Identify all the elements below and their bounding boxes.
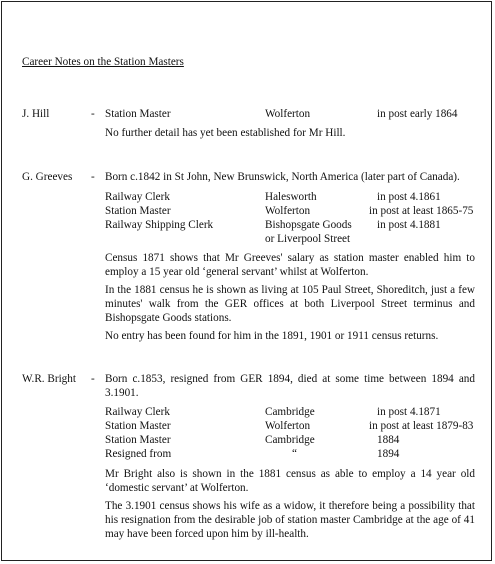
place: Wolferton [265,108,311,120]
post-status: in post 4.1861 [377,191,441,203]
post-status: in post 4.1881 [377,219,441,231]
paragraph: No entry has been found for him in the 1891, 1901 or 1911 census returns. [105,330,439,342]
post-status: in post 4.1871 [377,406,441,418]
post-place: Bishopsgate Goods [265,219,352,231]
post-place: “ [292,448,297,460]
document-page [1,1,492,561]
separator-dash: - [91,108,95,120]
post-place-continued: or Liverpool Street [265,233,351,245]
post-role: Railway Shipping Clerk [105,219,214,231]
post-place: Cambridge [265,434,315,446]
post-role: Railway Clerk [105,191,170,203]
post-role: Resigned from [105,448,172,460]
paragraph: Mr Bright also is shown in the 1881 census as able to employ a 14 year old ‘domestic servant’ at Wolferton. [105,468,475,494]
station-master-name: G. Greeves [22,171,73,183]
paragraph: The 3.1901 census shows his wife as a widow, it therefore being a possibility that his resignation from the desirable job of station master Cambridge at the age of 41 may have been forced upon him by ill-health. [105,500,475,540]
post-status: in post at least 1865-75 [369,205,474,217]
intro: Born c.1842 in St John, New Brunswick, North America (later part of Canada). [105,171,460,183]
role: Station Master [105,108,171,120]
post-role: Railway Clerk [105,406,170,418]
post-role: Station Master [105,434,171,446]
paragraph: Census 1871 shows that Mr Greeves' salary as station master enabled him to employ a 15 year old ‘general servant’ whilst at Wolferton. [105,252,475,278]
post-status: 1884 [377,434,400,446]
status: in post early 1864 [377,108,458,120]
post-status: in post at least 1879-83 [369,420,474,432]
post-role: Station Master [105,420,171,432]
post-status: 1894 [377,448,400,460]
note: No further detail has yet been established for Mr Hill. [105,127,346,139]
post-role: Station Master [105,205,171,217]
separator-dash: - [91,171,95,183]
post-place: Halesworth [265,191,317,203]
page-heading: Career Notes on the Station Masters [22,56,184,68]
station-master-name: W.R. Bright [22,373,76,385]
station-master-name: J. Hill [22,108,50,120]
intro: Born c.1853, resigned from GER 1894, died at some time between 1894 and 3.1901. [105,373,475,399]
paragraph: In the 1881 census he is shown as living at 105 Paul Street, Shoreditch, just a few minutes' walk from the GER offices at both Liverpool Street terminus and Bishopsgate Goods stations. [105,284,475,324]
post-place: Wolferton [265,420,311,432]
post-place: Wolferton [265,205,311,217]
separator-dash: - [91,373,95,385]
post-place: Cambridge [265,406,315,418]
